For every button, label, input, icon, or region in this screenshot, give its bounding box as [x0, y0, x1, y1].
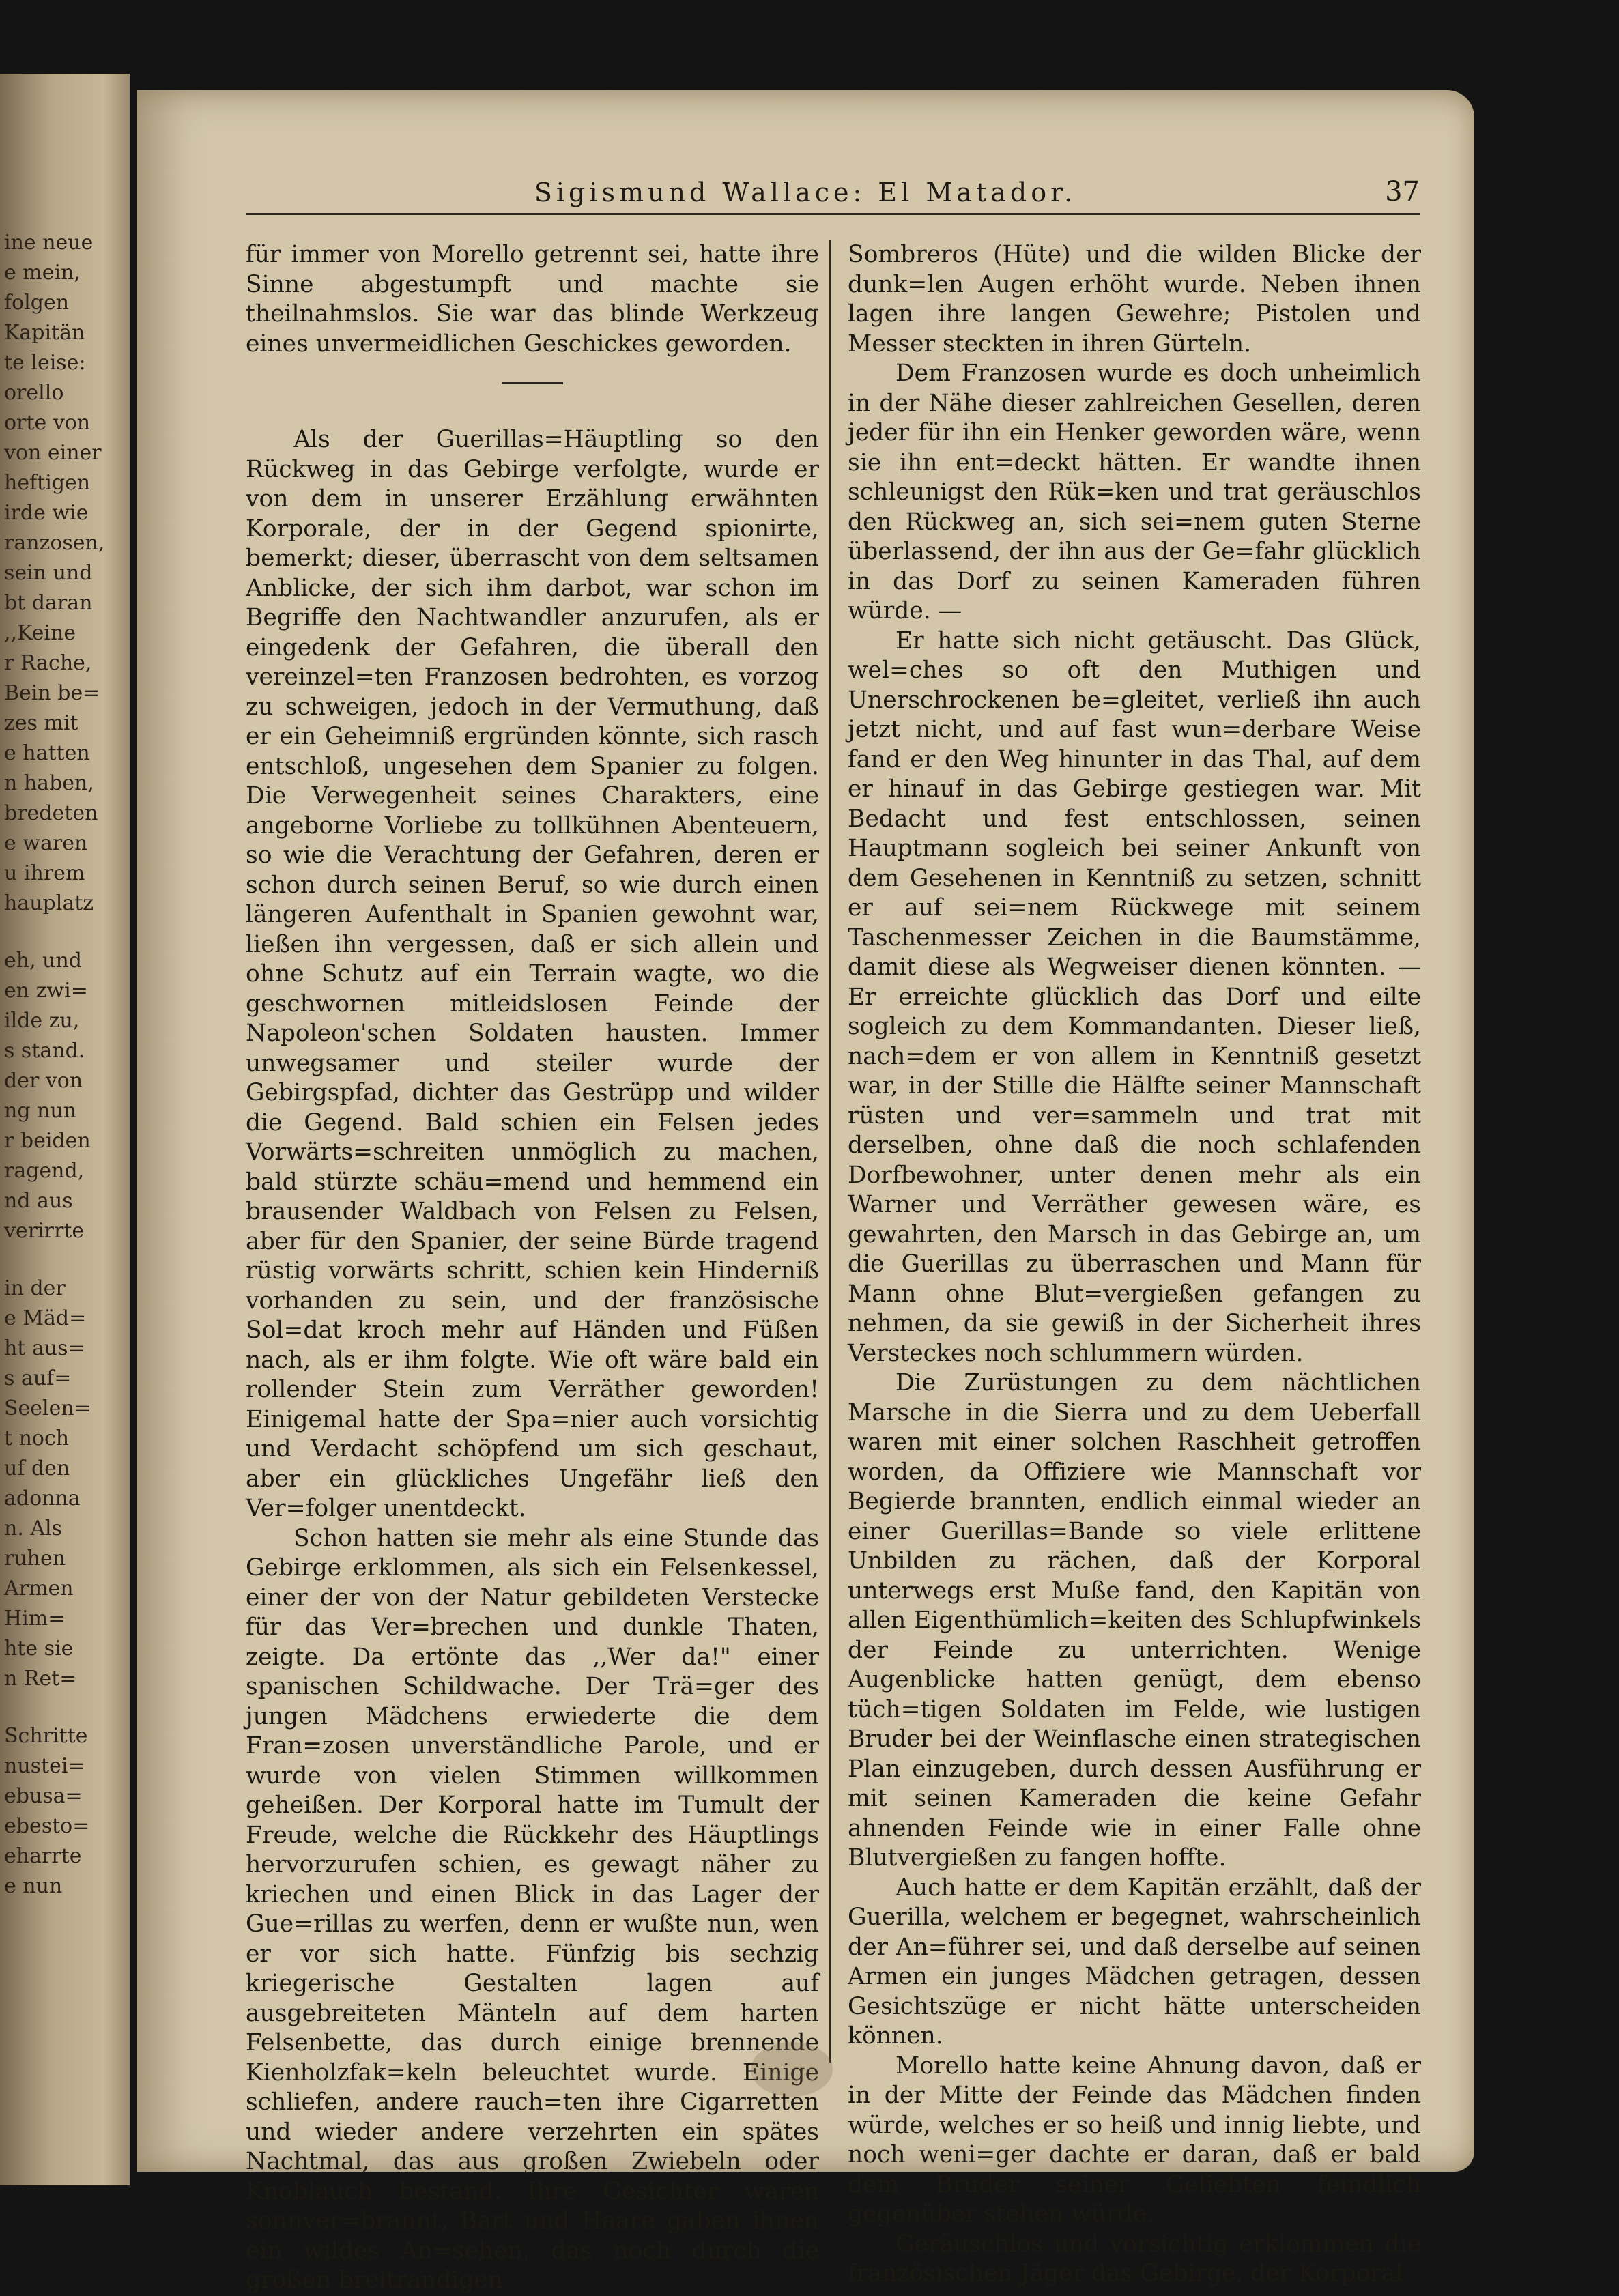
facing-page-edge [0, 74, 130, 2185]
paragraph: Er hatte sich nicht getäuscht. Das Glück, wel=ches so oft den Muthigen und Unerschrockenen be=gleitet, verließ ihn auch jetzt nicht, und auf fast wun=derbare Weise fand er den Weg hinunter in das Thal, auf dem er hinauf in das Gebirge gestiegen war. Mit Bedacht und fest entschlossen, seinen Hauptmann sogleich bei seiner Ankunft von dem Gesehenen in Kenntniß zu setzen, schnitt er auf sei=nem Rückwege mit seinem Taschenmesser Zeichen in die Baumstämme, damit diese als Wegweiser dienen könnten. — Er erreichte glücklich das Dorf und eilte sogleich zu dem Kommandanten. Dieser ließ, nach=dem er von allem in Kenntniß gesetzt war, in der Stille die Hälfte seiner Mannschaft rüsten und ver=sammeln und trat mit derselben, ohne daß die noch schlafenden Dorfbewohner, unter denen mehr als ein Warner und Verräther gewesen wäre, es gewahrten, den Marsch in das Gebirge an, um die Guerillas zu überraschen und Mann für Mann ohne Blut=vergießen gefangen zu nehmen, da sie gewiß in der Sicherheit ihres Versteckes noch schlummern würden. [848, 627, 1421, 1367]
facing-page-fragment: e mein, [4, 261, 81, 285]
paragraph: Die Zurüstungen zu dem nächtlichen Marsche in die Sierra und zu dem Ueberfall waren mit einer solchen Raschheit getroffen worden, da Offiziere wie Mannschaft vor Begierde brannten, endlich einmal wieder an einer Guerillas=Bande so viele erlittene Unbilden zu rächen, daß der Korporal unterwegs erst Muße fand, den Kapitän von allen Eigenthümlich=keiten des Schlupfwinkels der Feinde zu unterrichten. Wenige Augenblicke hatten genügt, dem ebenso tüch=tigen Soldaten im Felde, wie lustigen Bruder bei der Weinflasche einen strategischen Plan einzugeben, durch dessen Ausführung er mit seinen Kameraden die keine Gefahr ahnenden Feinde wie in einer Falle ohne Blutvergießen zu fangen hoffte. [848, 1369, 1421, 1871]
paragraph: Morello hatte keine Ahnung davon, daß er in der Mitte der Feinde das Mädchen finden würde, welches er so heiß und innig liebte, und noch weni=ger dachte er daran, daß er bald dem Bruder seiner Geliebten feindlich gegenüber stehen würde. [848, 2052, 1421, 2228]
facing-page-fragment: hauplatz [4, 891, 94, 915]
facing-page-fragment: s auf= [4, 1366, 72, 1390]
facing-page-fragment: eharrte [4, 1844, 82, 1868]
facing-page-fragment: s stand. [4, 1039, 85, 1063]
facing-page-fragment: nd aus [4, 1189, 73, 1213]
column-divider [829, 240, 831, 2063]
facing-page-fragment: ruhen [4, 1547, 66, 1570]
section-separator [502, 382, 563, 384]
facing-page-fragment: ng nun [4, 1099, 77, 1123]
facing-page-fragment: n Ret= [4, 1667, 77, 1691]
facing-page-fragment: e waren [4, 831, 88, 855]
facing-page-fragment: ragend, [4, 1159, 85, 1183]
facing-page-fragment: folgen [4, 291, 70, 315]
facing-page-fragment: r Rache, [4, 651, 92, 675]
text-column-right [848, 240, 1421, 2287]
page-number: 37 [1385, 176, 1420, 207]
facing-page-fragment: n haben, [4, 771, 94, 795]
facing-page-fragment: Kapitän [4, 321, 85, 345]
book-page [137, 90, 1474, 2294]
facing-page-fragment: heftigen [4, 471, 91, 495]
facing-page-fragment: te leise: [4, 351, 86, 375]
facing-page-fragment: Seelen= [4, 1396, 91, 1420]
paragraph: Als der Guerillas=Häuptling so den Rückweg in das Gebirge verfolgte, wurde er von dem in unserer Erzählung erwähnten Korporale, der in der Gegend spionirte, bemerkt; dieser, überrascht von dem seltsamen Anblicke, der sich ihm darbot, war schon im Begriffe den Nachtwandler anzurufen, als er eingedenk der Gefahren, die überall den vereinzel=ten Franzosen bedrohten, es vorzog zu schweigen, jedoch in der Vermuthung, daß er ein Geheimniß ergründen könnte, sich rasch entschloß, ungesehen dem Spanier zu folgen. Die Verwegenheit seines Charakters, eine angeborne Vorliebe zu tollkühnen Abenteuern, so wie die Verachtung der Gefahren, deren er schon durch seinen Beruf, so wie durch einen längeren Aufenthalt in Spanien gewohnt war, ließen ihn vergessen, daß er sich allein und ohne Schutz auf ein Terrain wagte, wo die geschwornen mitleidslosen Feinde der Napoleon'schen Soldaten hausten. Immer unwegsamer und steiler wurde der Gebirgspfad, dichter das Gestrüpp und wilder die Gegend. Bald schien ein Felsen jedes Vorwärts=schreiten unmöglich zu machen, bald stürzte schäu=mend und hemmend ein brausender Waldbach von Felsen zu Felsen, aber für den Spanier, der seine Bürde tragend rüstig vorwärts schritt, schien kein Hinderniß vorhanden zu sein, und der französische Sol=dat kroch mehr auf Händen und Füßen nach, als er ihm folgte. Wie oft wäre bald ein rollender Stein zum Verräther geworden! Einigemal hatte der Spa=nier auch vorsichtig und Verdacht schöpfend um sich geschaut, aber ein glückliches Ungefähr ließ den Ver=folger unentdeckt. [246, 426, 819, 1522]
paragraph: Auch hatte er dem Kapitän erzählt, daß der Guerilla, welchem er begegnet, wahrscheinlich der An=führer sei, und daß derselbe auf seinen Armen ein junges Mädchen getragen, dessen Gesichtszüge er nicht hätte unterscheiden können. [848, 1874, 1421, 2050]
facing-page-fragment: zes mit [4, 711, 78, 735]
facing-page-fragment: nustei= [4, 1754, 85, 1778]
facing-page-fragment: n. Als [4, 1517, 63, 1540]
facing-page-fragment: e hatten [4, 741, 90, 765]
facing-page-fragment: en zwi= [4, 979, 88, 1003]
facing-page-fragment: Armen [4, 1577, 74, 1601]
facing-page-fragment: in der [4, 1276, 66, 1300]
facing-page-fragment: bt daran [4, 591, 93, 615]
facing-page-fragment: der von [4, 1069, 83, 1093]
facing-page-fragment: ebesto= [4, 1814, 90, 1838]
paragraph: Sombreros (Hüte) und die wilden Blicke der dunk=len Augen erhöht wurde. Neben ihnen lagen ihre langen Gewehre; Pistolen und Messer steckten in ihren Gürteln. [848, 241, 1421, 358]
facing-page-fragment: ht aus= [4, 1336, 85, 1360]
facing-page-fragment: ine neue [4, 231, 94, 255]
facing-page-fragment: uf den [4, 1456, 70, 1480]
facing-page-fragment: r beiden [4, 1129, 91, 1153]
facing-page-fragment: von einer [4, 441, 102, 465]
facing-page-fragment: irde wie [4, 501, 89, 525]
facing-page-fragment: bredeten [4, 801, 98, 825]
paragraph: Schon hatten sie mehr als eine Stunde das Gebirge erklommen, als sich ein Felsenkessel, einer der von der Natur gebildeten Verstecke für das Ver=brechen und dunkle Thaten, zeigte. Da ertönte das ,,Wer da!" einer spanischen Schildwache. Der Trä=ger des jungen Mädchens erwiederte die dem Fran=zosen unverständliche Parole, und er wurde von vielen Stimmen willkommen geheißen. Der Korporal hatte im Tumult der Freude, welche die Rückkehr des Häuptlings hervorzurufen schien, es gewagt näher zu kriechen und einen Blick in das Lager der Gue=rillas zu werfen, denn er wußte nun, wen er vor sich hatte. Fünfzig bis sechzig kriegerische Gestalten lagen auf ausgebreiteten Mänteln auf dem harten Felsenbette, das durch einige brennende Kienholzfak=keln beleuchtet wurde. Einige schliefen, andere rauch=ten ihre Cigarretten und wieder andere verzehrten ein spätes Nachtmal, das aus großen Zwiebeln oder Knoblauch bestand. Ihre Gesichter waren sonnver=brannt, Bart und Haare gaben ihnen ein wildes An=sehen, das noch durch die großen breitrandigen [246, 1524, 819, 2294]
facing-page-fragment: ilde zu, [4, 1009, 80, 1033]
facing-page-fragment: orte von [4, 411, 91, 435]
facing-page-fragment: u ihrem [4, 861, 85, 885]
facing-page-fragment: ebusa= [4, 1784, 83, 1808]
paragraph: Dem Franzosen wurde es doch unheimlich in der Nähe dieser zahlreichen Gesellen, deren jeder für ihn ein Henker geworden wäre, wenn sie ihn ent=deckt hätten. Er wandte ihnen schleunigst den Rük=ken und trat geräuschlos den Rückweg an, sich sei=nem guten Sterne überlassend, der ihn aus der Ge=fahr glücklich in das Dorf zu seinen Kameraden führen würde. — [848, 360, 1421, 625]
paragraph: für immer von Morello getrennt sei, hatte ihre Sinne abgestumpft und machte sie theilnahmslos. Sie war das blinde Werkzeug eines unvermeidlichen Geschickes geworden. [246, 241, 819, 358]
running-title: Sigismund Wallace: El Matador. [534, 177, 1077, 207]
running-head [246, 172, 1420, 215]
facing-page-fragment: e nun [4, 1874, 63, 1898]
facing-page-fragment: orello [4, 381, 64, 405]
facing-page-fragment: eh, und [4, 949, 82, 973]
facing-page-fragment: sein und [4, 561, 93, 585]
facing-page-fragment: t noch [4, 1426, 70, 1450]
facing-page-fragment: ranzosen, [4, 531, 105, 555]
facing-page-fragment: hte sie [4, 1637, 74, 1661]
facing-page-fragment: Schritte [4, 1724, 88, 1748]
facing-page-fragment: ,,Keine [4, 621, 76, 645]
text-column-left [246, 240, 819, 2294]
facing-page-fragment: verirrte [4, 1219, 85, 1243]
facing-page-fragment: e Mäd= [4, 1306, 87, 1330]
paper-stain [751, 2042, 833, 2097]
facing-page-fragment: adonna [4, 1487, 81, 1510]
facing-page-fragment: Him= [4, 1607, 66, 1631]
facing-page-fragment: Bein be= [4, 681, 100, 705]
paragraph: Geräuschlos und vorsichtig erklommen die französischen Jäger das Gebirge, der Korporal [848, 2230, 1421, 2287]
